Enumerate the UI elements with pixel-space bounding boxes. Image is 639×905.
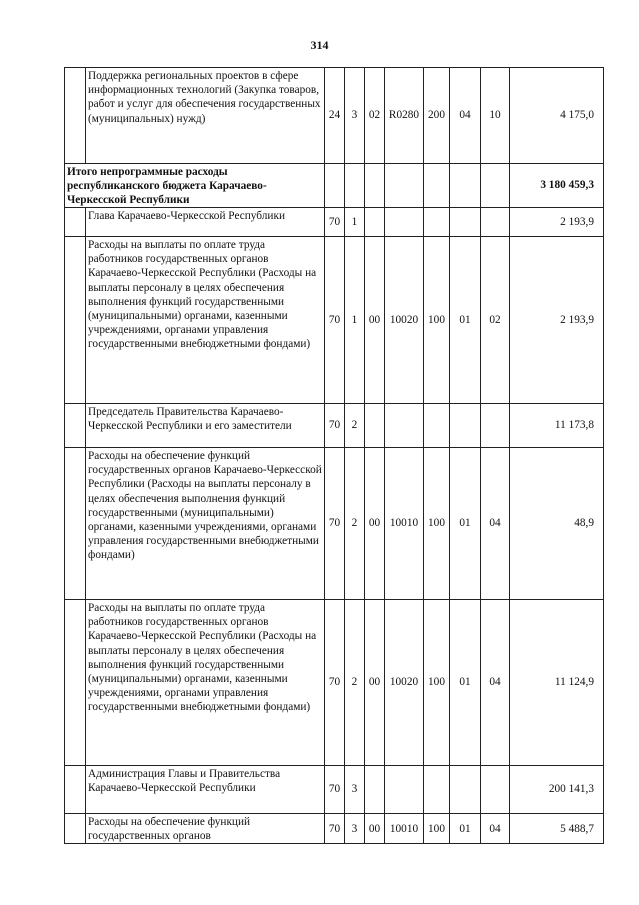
target-code: 10010 — [385, 814, 424, 844]
total-label: Итого непрограммные расходы республиканского бюджета Карачаево-Черкесской Республики — [65, 164, 325, 208]
table-row — [65, 814, 604, 844]
subsection-code: 02 — [481, 237, 510, 404]
subprogram-code: 3 — [345, 766, 365, 814]
section-code: 01 — [450, 448, 481, 600]
section-code: 01 — [450, 237, 481, 404]
amount-cell: 11 124,9 — [510, 600, 604, 766]
row-index-cell — [65, 814, 86, 844]
row-description: Расходы на обеспечение функций государственных органов Карачаево-Черкесской Республики (Расходы на выплаты персоналу в целях обеспечения выполнения функций государственными (муниципальными) органами, казенными учреждениями, органами управления государственными внебюджетными фондами) — [86, 448, 325, 600]
table-row — [65, 404, 604, 448]
table-row — [65, 448, 604, 600]
program-code: 70 — [325, 600, 345, 766]
amount-cell: 2 193,9 — [510, 208, 604, 237]
expense-type-code — [424, 404, 450, 448]
row-index-cell — [65, 68, 86, 164]
amount-cell: 5 488,7 — [510, 814, 604, 844]
row-description: Поддержка региональных проектов в сфере информационных технологий (Закупка товаров, работ и услуг для обеспечения государственных (муниципальных) нужд) — [86, 68, 325, 164]
expense-type-code — [424, 164, 450, 208]
amount-cell: 200 141,3 — [510, 766, 604, 814]
section-code — [450, 164, 481, 208]
direction-code — [365, 164, 385, 208]
expense-type-code: 100 — [424, 448, 450, 600]
program-code: 70 — [325, 237, 345, 404]
subsection-code — [481, 766, 510, 814]
subprogram-code: 2 — [345, 600, 365, 766]
row-description: Председатель Правительства Карачаево-Черкесской Республики и его заместители — [86, 404, 325, 448]
amount-cell: 48,9 — [510, 448, 604, 600]
program-code: 70 — [325, 814, 345, 844]
amount-cell: 3 180 459,3 — [510, 164, 604, 208]
table-row — [65, 208, 604, 237]
subprogram-code: 3 — [345, 68, 365, 164]
row-description: Расходы на обеспечение функций государственных органов — [86, 814, 325, 844]
subprogram-code — [345, 164, 365, 208]
program-code: 70 — [325, 766, 345, 814]
direction-code — [365, 766, 385, 814]
subsection-code: 10 — [481, 68, 510, 164]
row-index-cell — [65, 448, 86, 600]
table-row — [65, 600, 604, 766]
section-code — [450, 404, 481, 448]
target-code: 10020 — [385, 600, 424, 766]
row-index-cell — [65, 208, 86, 237]
subsection-code: 04 — [481, 814, 510, 844]
subsection-code — [481, 404, 510, 448]
amount-cell: 11 173,8 — [510, 404, 604, 448]
direction-code — [365, 404, 385, 448]
subprogram-code: 1 — [345, 208, 365, 237]
section-code — [450, 208, 481, 237]
target-code: 10010 — [385, 448, 424, 600]
expense-type-code — [424, 766, 450, 814]
row-description: Расходы на выплаты по оплате труда работников государственных органов Карачаево-Черкесской Республики (Расходы на выплаты персоналу в целях обеспечения выполнения функций государственными (муниципальными) органами, казенными учреждениями, органами управления государственными внебюджетными фондами) — [86, 237, 325, 404]
row-index-cell — [65, 237, 86, 404]
expense-type-code: 100 — [424, 814, 450, 844]
target-code: 10020 — [385, 237, 424, 404]
expense-type-code — [424, 208, 450, 237]
budget-table-container — [64, 67, 603, 844]
subsection-code — [481, 208, 510, 237]
row-index-cell — [65, 404, 86, 448]
row-index-cell — [65, 600, 86, 766]
subsection-code: 04 — [481, 448, 510, 600]
program-code: 24 — [325, 68, 345, 164]
target-code — [385, 164, 424, 208]
program-code: 70 — [325, 208, 345, 237]
direction-code: 00 — [365, 448, 385, 600]
subsection-code — [481, 164, 510, 208]
amount-cell: 2 193,9 — [510, 237, 604, 404]
direction-code: 00 — [365, 237, 385, 404]
section-code: 01 — [450, 814, 481, 844]
subprogram-code: 3 — [345, 814, 365, 844]
direction-code: 00 — [365, 814, 385, 844]
section-code: 01 — [450, 600, 481, 766]
row-description: Администрация Главы и Правительства Карачаево-Черкесской Республики — [86, 766, 325, 814]
subprogram-code: 2 — [345, 404, 365, 448]
target-code — [385, 766, 424, 814]
budget-table — [64, 67, 604, 844]
table-row — [65, 766, 604, 814]
program-code — [325, 164, 345, 208]
direction-code: 02 — [365, 68, 385, 164]
direction-code — [365, 208, 385, 237]
target-code — [385, 404, 424, 448]
target-code — [385, 208, 424, 237]
expense-type-code: 200 — [424, 68, 450, 164]
row-description: Расходы на выплаты по оплате труда работников государственных органов Карачаево-Черкесской Республики (Расходы на выплаты персоналу в целях обеспечения выполнения функций государственными (муниципальными) органами, казенными учреждениями, органами управления государственными внебюджетными фондами) — [86, 600, 325, 766]
expense-type-code: 100 — [424, 237, 450, 404]
table-row — [65, 237, 604, 404]
subsection-code: 04 — [481, 600, 510, 766]
page-number: 314 — [310, 38, 329, 52]
total-row — [65, 164, 604, 208]
subprogram-code: 1 — [345, 237, 365, 404]
target-code: R0280 — [385, 68, 424, 164]
row-description: Глава Карачаево-Черкесской Республики — [86, 208, 325, 237]
program-code: 70 — [325, 448, 345, 600]
section-code: 04 — [450, 68, 481, 164]
program-code: 70 — [325, 404, 345, 448]
direction-code: 00 — [365, 600, 385, 766]
table-row — [65, 68, 604, 164]
amount-cell: 4 175,0 — [510, 68, 604, 164]
expense-type-code: 100 — [424, 600, 450, 766]
section-code — [450, 766, 481, 814]
row-index-cell — [65, 766, 86, 814]
subprogram-code: 2 — [345, 448, 365, 600]
